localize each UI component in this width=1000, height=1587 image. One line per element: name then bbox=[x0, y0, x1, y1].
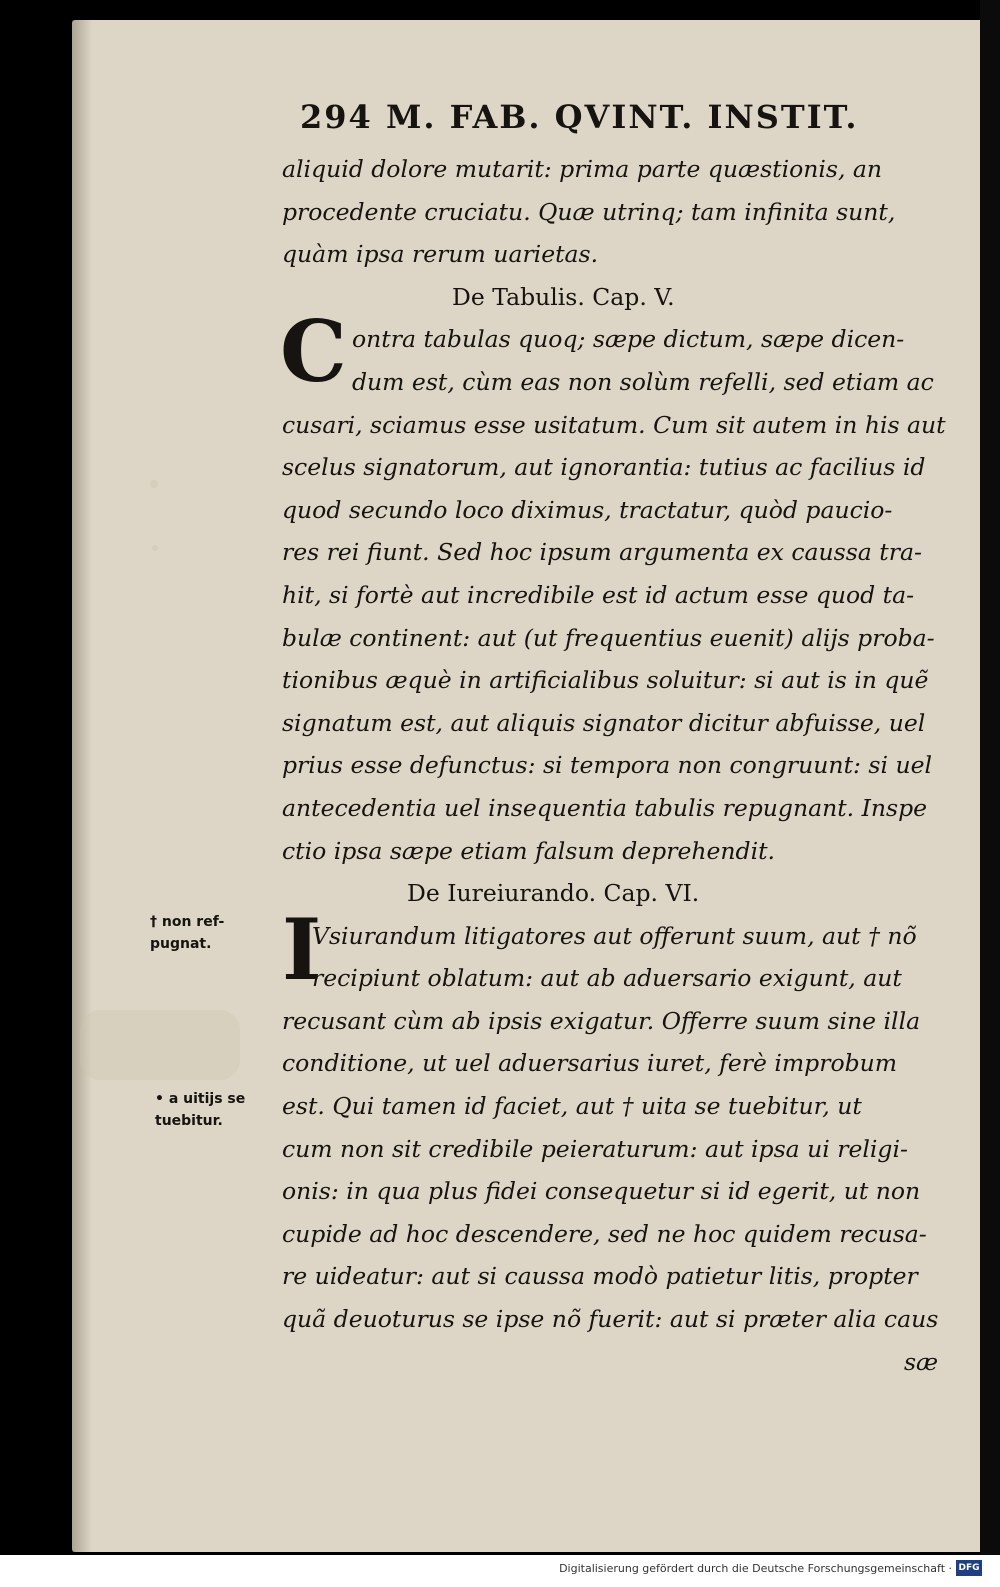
text-line: dum est, cùm eas non solùm refelli, sed etiam ac bbox=[352, 367, 934, 396]
text-line: recipiunt oblatum: aut ab aduersario exigunt, aut bbox=[312, 964, 902, 993]
text-line: quã deuoturus se ipse nõ fuerit: aut si præter alia caus bbox=[282, 1305, 939, 1334]
text-line: Vsiurandum litigatores aut offerunt suum, aut † nõ bbox=[312, 921, 917, 950]
text-line: conditione, ut uel aduersarius iuret, ferè improbum bbox=[282, 1049, 898, 1078]
text-line: ontra tabulas quoq; sæpe dictum, sæpe dicen- bbox=[352, 325, 905, 354]
digitization-credit: Digitalisierung gefördert durch die Deutsche Forschungsgemeinschaft · bbox=[559, 1562, 952, 1575]
text-line: prius esse defunctus: si tempora non congruunt: si uel bbox=[282, 751, 933, 780]
drop-cap-i: I bbox=[282, 900, 322, 999]
text-line: tionibus æquè in artificialibus soluitur: si aut is in quẽ bbox=[282, 666, 929, 695]
text-line: cupide ad hoc descendere, sed ne hoc quidem recusa- bbox=[282, 1219, 927, 1248]
text-line: signatum est, aut aliquis signator dicitur abfuisse, uel bbox=[282, 708, 926, 737]
margin-note-2-line-1: • a uitijs se bbox=[155, 1091, 246, 1107]
body-text bbox=[282, 148, 947, 1383]
text-line: res rei fiunt. Sed hoc ipsum argumenta ex caussa tra- bbox=[282, 538, 922, 567]
text-line: antecedentia uel insequentia tabulis repugnant. Inspe bbox=[282, 793, 928, 822]
text-line: onis: in qua plus fidei consequetur si id egerit, ut non bbox=[282, 1177, 921, 1206]
text-line: ctio ipsa sæpe etiam falsum deprehendit. bbox=[282, 836, 775, 865]
chapter-heading-iureiurando: De Iureiurando. Cap. VI. bbox=[407, 879, 700, 908]
ink-bleed-mark bbox=[150, 480, 158, 488]
text-line: bulæ continent: aut (ut frequentius euenit) alijs proba- bbox=[282, 623, 935, 652]
margin-note-2-line-2: tuebitur. bbox=[155, 1113, 223, 1129]
drop-cap-c: C bbox=[280, 302, 347, 401]
text-line: hit, si fortè aut incredibile est id actum esse quod ta- bbox=[282, 580, 915, 609]
text-line: est. Qui tamen id faciet, aut † uita se tuebitur, ut bbox=[282, 1092, 862, 1121]
text-line: quàm ipsa rerum uarietas. bbox=[282, 240, 599, 269]
text-line: cum non sit credibile peieraturum: aut ipsa ui religi- bbox=[282, 1134, 908, 1163]
text-line: cusari, sciamus esse usitatum. Cum sit autem in his aut bbox=[282, 410, 946, 439]
text-line: procedente cruciatu. Quæ utrinq; tam infinita sunt, bbox=[282, 197, 896, 226]
chapter-heading-tabulis: De Tabulis. Cap. V. bbox=[452, 282, 675, 311]
catchword: sæ bbox=[904, 1347, 939, 1376]
ink-bleed-mark bbox=[152, 545, 158, 551]
text-line: scelus signatorum, aut ignorantia: tutius ac facilius id bbox=[282, 453, 926, 482]
book-edge bbox=[980, 0, 1000, 1555]
text-line: aliquid dolore mutarit: prima parte quæstionis, an bbox=[282, 155, 883, 183]
dfg-logo-icon: DFG bbox=[956, 1560, 982, 1576]
page-gutter-shadow bbox=[72, 20, 92, 1552]
text-line: recusant cùm ab ipsis exigatur. Offerre suum sine illa bbox=[282, 1006, 921, 1035]
text-line: re uideatur: aut si caussa modò patietur litis, propter bbox=[282, 1262, 918, 1291]
margin-note-1-line-1: † non ref- bbox=[150, 914, 225, 930]
margin-note-1-line-2: pugnat. bbox=[150, 936, 212, 952]
text-line: quod secundo loco diximus, tractatur, quòd paucio- bbox=[282, 495, 893, 524]
paper-stain bbox=[80, 1010, 240, 1080]
running-header: 294 M. FAB. QVINT. INSTIT. bbox=[300, 98, 859, 136]
